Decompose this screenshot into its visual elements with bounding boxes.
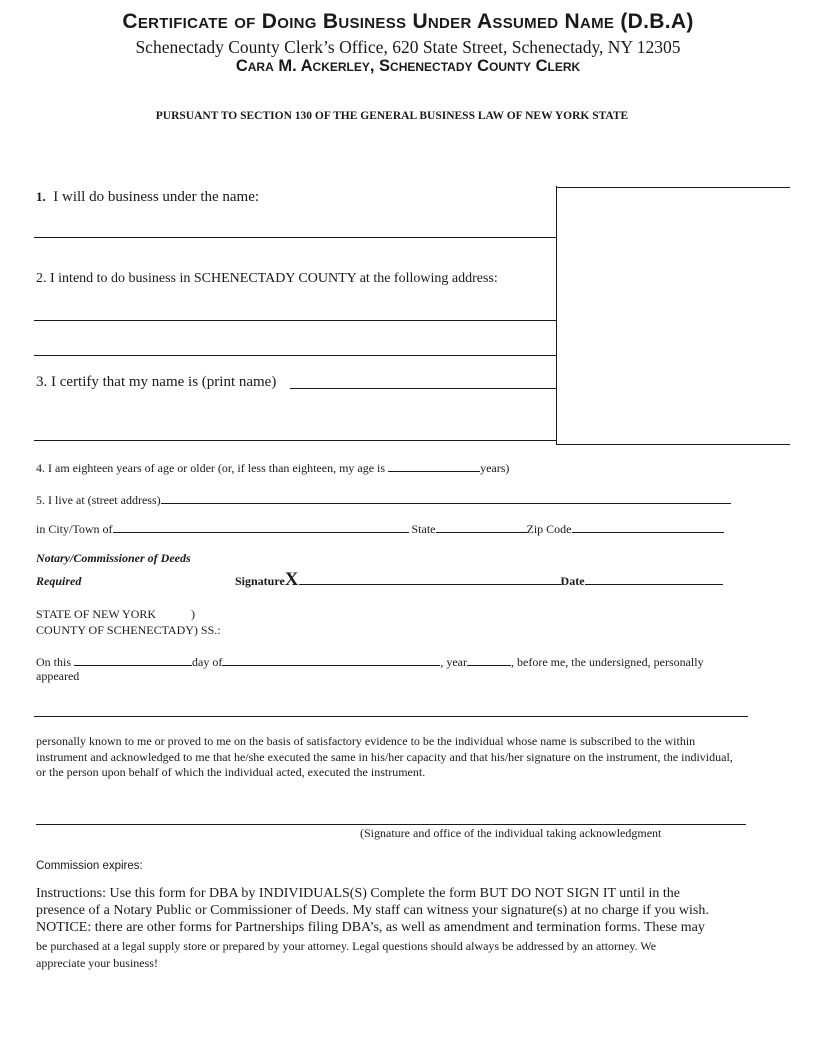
item1-label bbox=[36, 189, 259, 206]
item3-text: 3. I certify that my name is (print name) bbox=[36, 374, 277, 390]
instructions-line4: be purchased at a legal supply store or prepared by your attorney. Legal questions should always be addressed by an attorney. We bbox=[36, 939, 657, 953]
business-name-line[interactable] bbox=[34, 237, 557, 238]
print-name-line[interactable] bbox=[290, 388, 557, 389]
state-line: STATE OF NEW YORK bbox=[36, 607, 157, 621]
city-field[interactable] bbox=[113, 520, 409, 533]
filing-stamp-box bbox=[556, 186, 790, 444]
day-field[interactable] bbox=[74, 653, 192, 666]
date-label: Date bbox=[560, 574, 585, 588]
year-field[interactable] bbox=[467, 653, 511, 666]
notary-signature-line[interactable] bbox=[36, 824, 746, 825]
commission-expires-label: Commission expires: bbox=[36, 860, 143, 872]
appeared-name-line[interactable] bbox=[34, 716, 748, 717]
signature-field[interactable] bbox=[299, 572, 561, 585]
item1-text: I will do business under the name: bbox=[53, 189, 260, 205]
business-address-line-1[interactable] bbox=[34, 320, 557, 321]
notary-label-line1: Notary/Commissioner of Deeds bbox=[36, 551, 191, 565]
on-this-row bbox=[36, 653, 704, 670]
item3-separator-line bbox=[34, 440, 557, 441]
form-title: Certificate of Doing Business Under Assumed Name (D.B.A) bbox=[122, 10, 694, 33]
acknowledgment-paragraph: personally known to me or proved to me on the basis of satisfactory evidence to be the individual whose name is subscribed to the within instrument and acknowledged to me that he/she executed the same in his/her capacity and that his/her signature on the instrument, the individual, or the person upon behalf of which the individual acted, executed the instrument. bbox=[36, 734, 733, 779]
state-field[interactable] bbox=[436, 520, 527, 533]
item5-row bbox=[36, 491, 731, 508]
before-me-text: , before me, the undersigned, personally bbox=[511, 655, 704, 669]
filing-stamp-box-top bbox=[556, 187, 790, 188]
instructions-line5: appreciate your business! bbox=[36, 956, 158, 970]
state-of-new-york bbox=[36, 607, 195, 622]
pursuant-statement: PURSUANT TO SECTION 130 OF THE GENERAL BUSINESS LAW OF NEW YORK STATE bbox=[155, 110, 629, 122]
item4-row bbox=[36, 459, 509, 476]
signature-office-caption: (Signature and office of the individual taking acknowledgment bbox=[360, 826, 662, 840]
county-line: COUNTY OF SCHENECTADY) SS.: bbox=[36, 623, 221, 637]
zip-label: Zip Code bbox=[526, 522, 572, 536]
date-field[interactable] bbox=[585, 572, 723, 585]
appeared-label: appeared bbox=[36, 669, 80, 683]
state-paren: ) bbox=[191, 607, 196, 621]
age-field[interactable] bbox=[388, 459, 480, 472]
day-of-label: day of bbox=[192, 655, 223, 669]
filing-stamp-box-bottom bbox=[556, 444, 790, 445]
item4-text: 4. I am eighteen years of age or older (or, if less than eighteen, my age is bbox=[36, 461, 386, 475]
instructions-line2: presence of a Notary Public or Commissioner of Deeds. My staff can witness your signature(s) at no charge if you wish. bbox=[36, 903, 709, 918]
city-state-zip-row bbox=[36, 520, 724, 537]
state-label: State bbox=[411, 522, 436, 536]
county-clerk-name: Cara M. Ackerley, Schenectady County Clerk bbox=[235, 57, 581, 75]
notary-label-line2: Required bbox=[36, 574, 82, 588]
instructions-line3: NOTICE: there are other forms for Partnerships filing DBA’s, as well as amendment and termination forms. These may bbox=[36, 920, 705, 935]
street-address-field[interactable] bbox=[161, 491, 731, 504]
city-label: in City/Town of bbox=[36, 522, 113, 536]
zip-field[interactable] bbox=[572, 520, 724, 533]
signature-row bbox=[235, 569, 723, 591]
item1-number: 1. bbox=[36, 189, 46, 204]
item4-years: years) bbox=[480, 461, 510, 475]
office-address: Schenectady County Clerk’s Office, 620 State Street, Schenectady, NY 12305 bbox=[135, 37, 681, 57]
signature-x-mark: X bbox=[284, 569, 299, 590]
item5-text: 5. I live at (street address) bbox=[36, 493, 161, 507]
instructions-line1: Instructions: Use this form for DBA by INDIVIDUALS(S) Complete the form BUT DO NOT SIGN IT until in the bbox=[36, 886, 680, 901]
month-field[interactable] bbox=[222, 653, 440, 666]
on-this-label: On this bbox=[36, 655, 72, 669]
year-label: , year bbox=[440, 655, 467, 669]
item2-text: 2. I intend to do business in SCHENECTADY COUNTY at the following address: bbox=[36, 271, 498, 286]
signature-label: Signature bbox=[235, 574, 285, 588]
business-address-line-2[interactable] bbox=[34, 355, 557, 356]
